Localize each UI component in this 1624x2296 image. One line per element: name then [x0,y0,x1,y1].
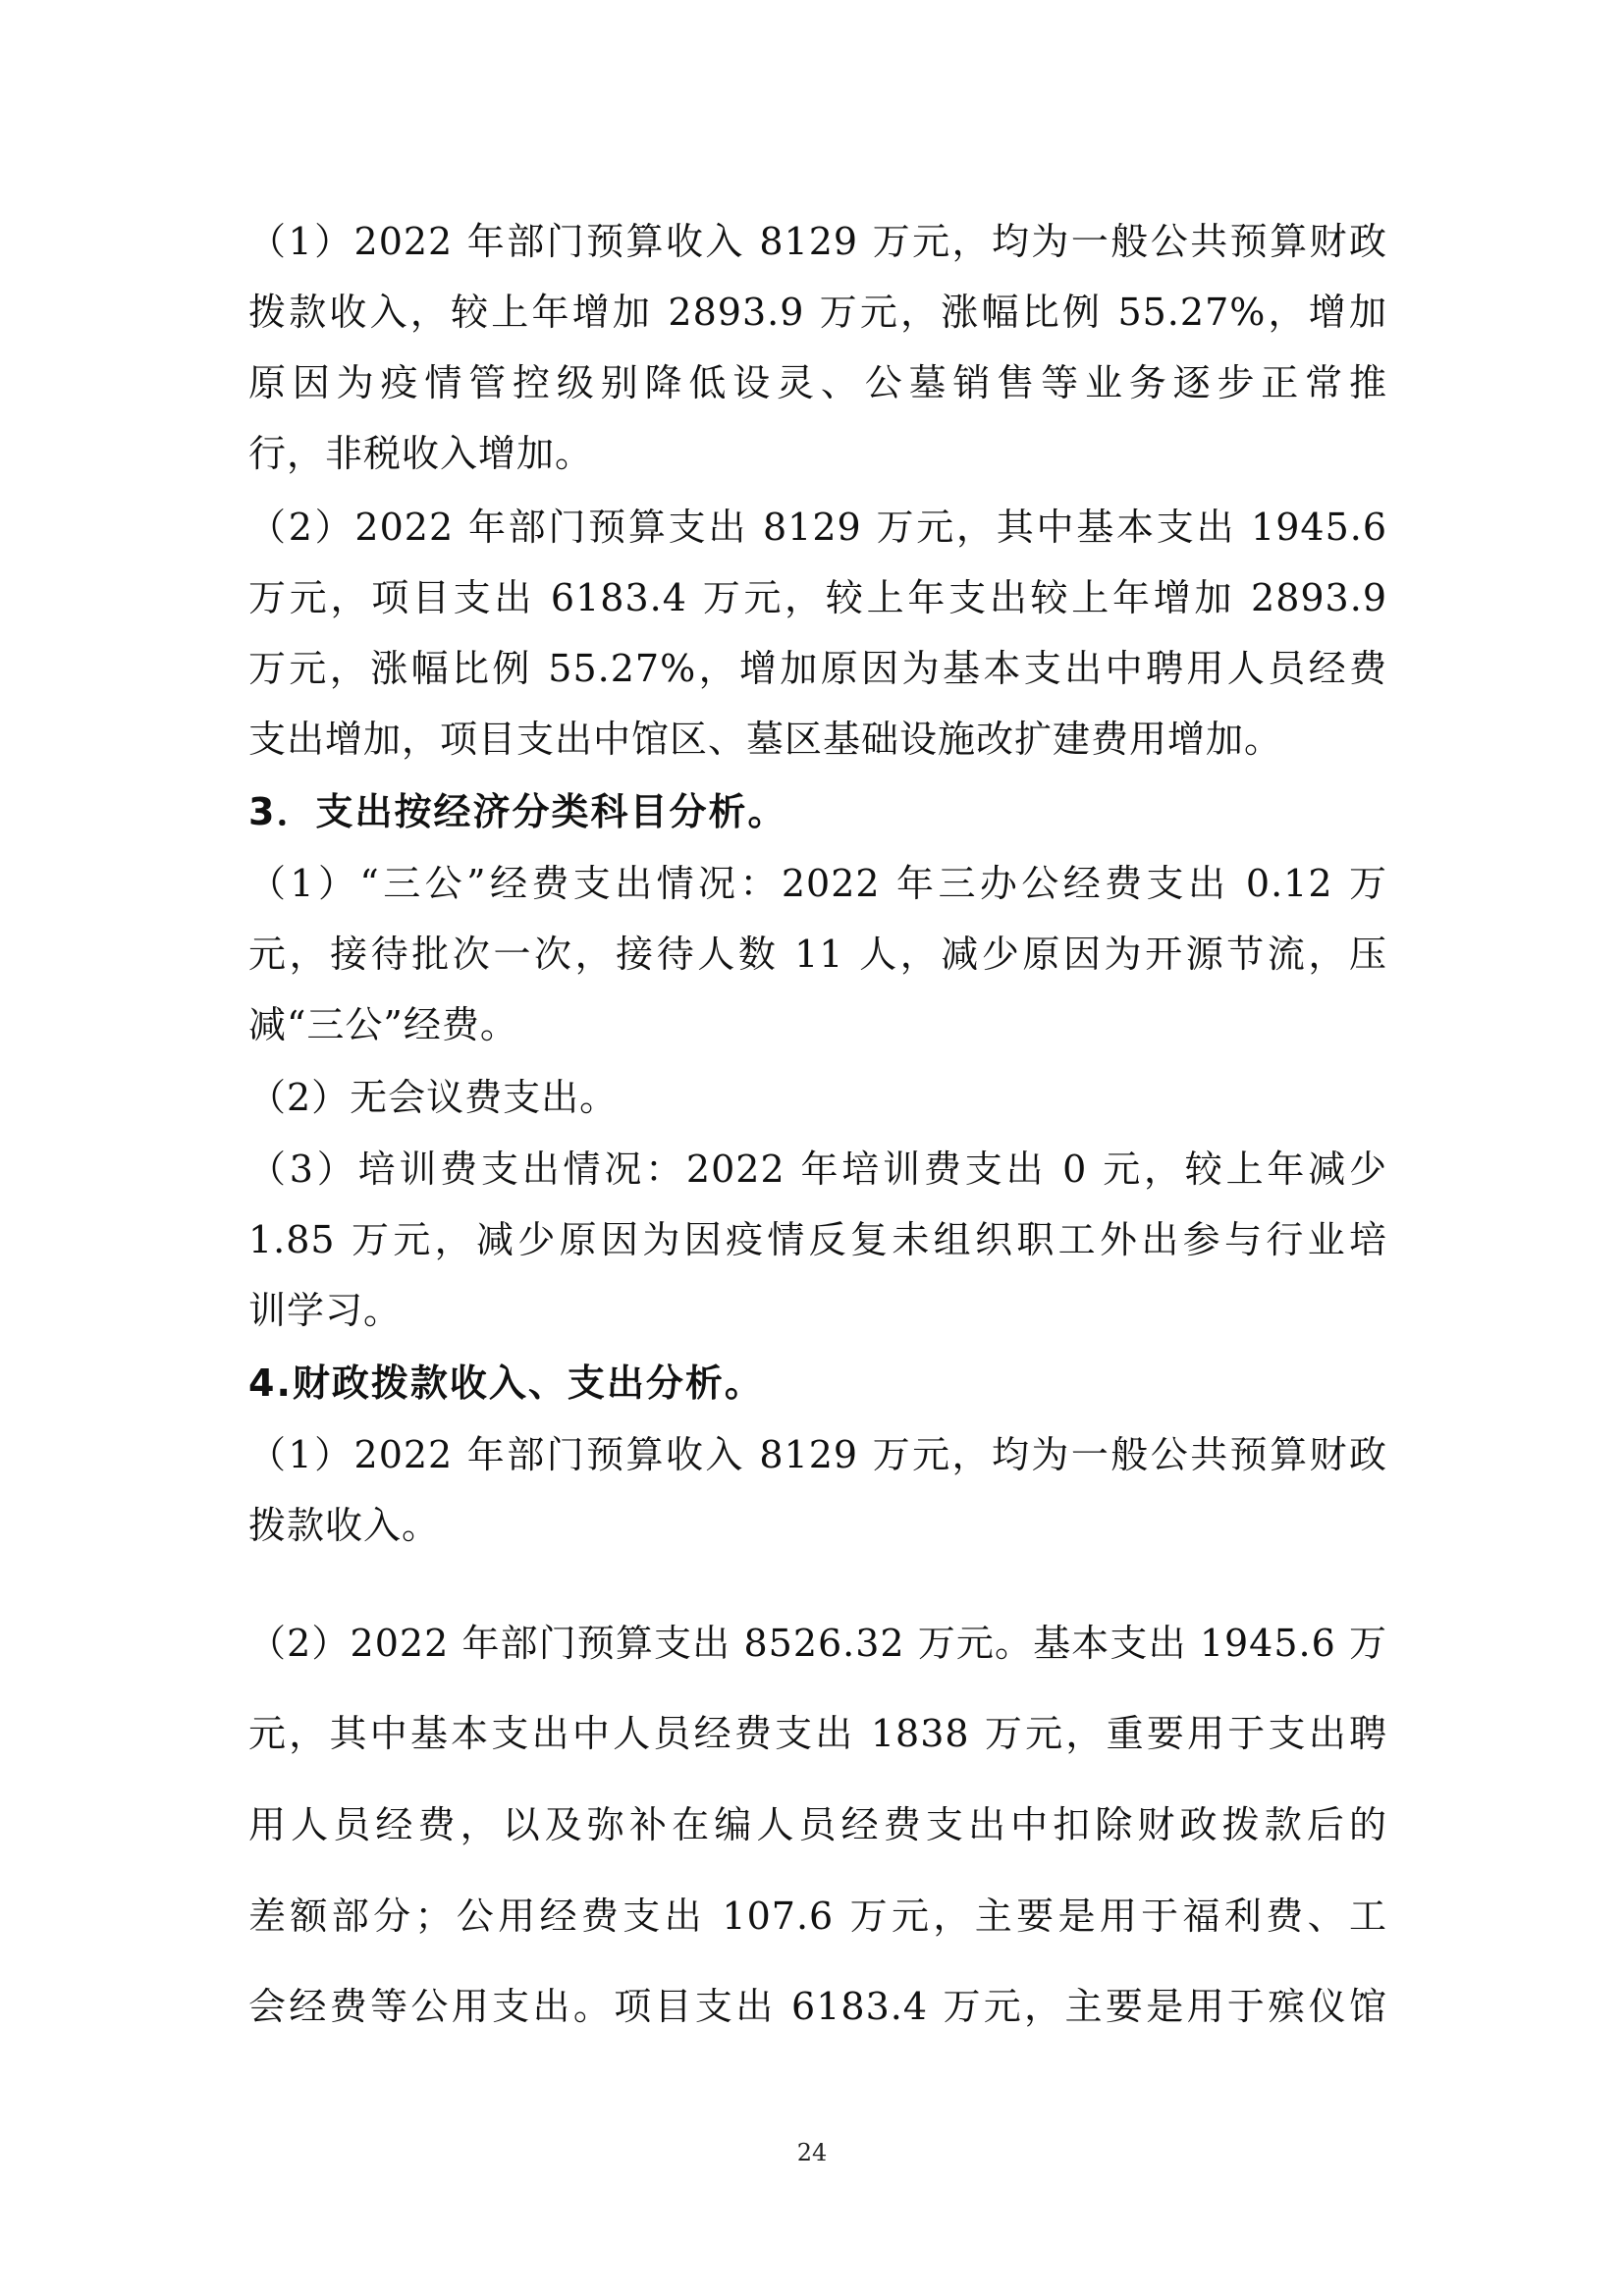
paragraph-line: 原因为疫情管控级别降低设灵、公墓销售等业务逐步正常推 [248,361,1387,404]
paragraph-line: （1）“三公”经费支出情况：2022 年三办公经费支出 0.12 万 [248,862,1387,905]
section-heading: 3．支出按经济分类科目分析。 [248,790,787,833]
paragraph-line: （1）2022 年部门预算收入 8129 万元，均为一般公共预算财政 [248,220,1387,263]
paragraph-line: 行，非税收入增加。 [248,432,594,475]
paragraph-line: 1.85 万元，减少原因为因疫情反复未组织职工外出参与行业培 [248,1218,1387,1261]
paragraph-line: 万元，项目支出 6183.4 万元，较上年支出较上年增加 2893.9 [248,576,1387,619]
paragraph-line: 会经费等公用支出。项目支出 6183.4 万元，主要是用于殡仪馆 [248,1985,1387,2028]
section-heading: 4.财政拨款收入、支出分析。 [248,1362,764,1405]
page-number: 24 [796,2139,828,2166]
paragraph-line: 训学习。 [248,1289,403,1332]
paragraph-line: 元，其中基本支出中人员经费支出 1838 万元，重要用于支出聘 [248,1712,1387,1755]
paragraph-line: 元，接待批次一次，接待人数 11 人，减少原因为开源节流，压 [248,933,1387,976]
paragraph-line: 万元，涨幅比例 55.27%，增加原因为基本支出中聘用人员经费 [248,647,1387,690]
paragraph-line: 用人员经费，以及弥补在编人员经费支出中扣除财政拨款后的 [248,1803,1387,1846]
paragraph-line: （1）2022 年部门预算收入 8129 万元，均为一般公共预算财政 [248,1433,1387,1476]
paragraph-line: （2）无会议费支出。 [248,1076,619,1119]
paragraph-line: 差额部分；公用经费支出 107.6 万元，主要是用于福利费、工 [248,1895,1387,1938]
paragraph-line: （2）2022 年部门预算支出 8129 万元，其中基本支出 1945.6 [248,506,1387,549]
paragraph-line: 减“三公”经费。 [248,1003,518,1046]
paragraph-line: （3）培训费支出情况：2022 年培训费支出 0 元，较上年减少 [248,1148,1387,1191]
paragraph-line: 拨款收入。 [248,1504,441,1547]
paragraph-line: 拨款收入，较上年增加 2893.9 万元，涨幅比例 55.27%，增加 [248,291,1387,334]
paragraph-line: 支出增加，项目支出中馆区、墓区基础设施改扩建费用增加。 [248,718,1283,761]
paragraph-line: （2）2022 年部门预算支出 8526.32 万元。基本支出 1945.6 万 [248,1622,1387,1665]
